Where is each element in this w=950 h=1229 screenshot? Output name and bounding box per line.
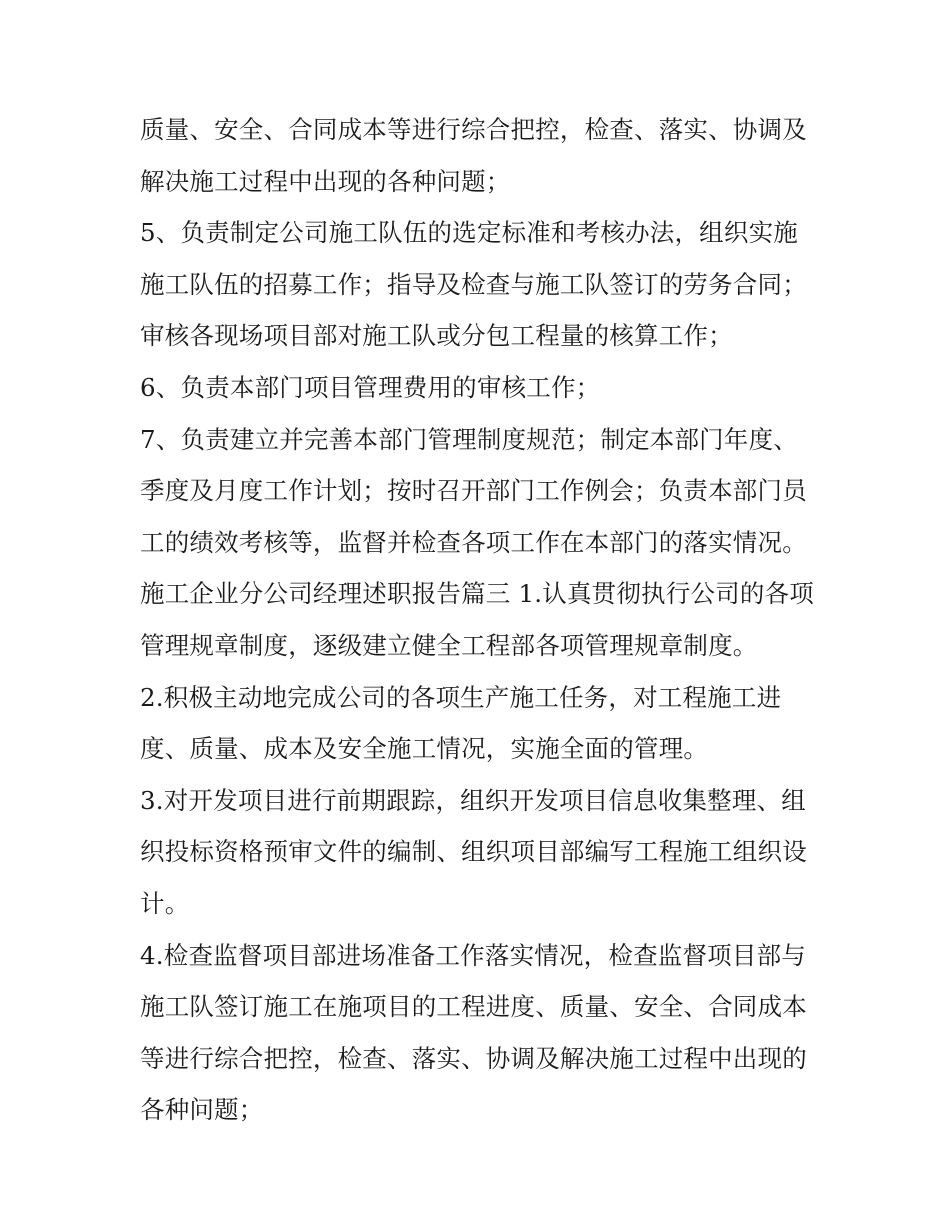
text-line: 管理规章制度，逐级建立健全工程部各项管理规章制度。 — [140, 630, 758, 660]
text-line: 7、负责建立并完善本部门管理制度规范；制定本部门年度、 — [140, 424, 798, 454]
text-line: 度、质量、成本及安全施工情况，实施全面的管理。 — [140, 734, 709, 764]
text-line: 季度及月度工作计划；按时召开部门工作例会；负责本部门员 — [140, 476, 807, 506]
text-line: 3.对开发项目进行前期跟踪，组织开发项目信息收集整理、组 — [140, 785, 806, 815]
document-body — [140, 104, 820, 1136]
text-line: 施工队伍的招募工作；指导及检查与施工队签订的劳务合同； — [140, 269, 807, 299]
text-line: 施工队签订施工在施项目的工程进度、质量、安全、合同成本 — [140, 992, 807, 1022]
text-line: 织投标资格预审文件的编制、组织项目部编写工程施工组织设 — [140, 837, 807, 867]
text-line: 4.检查监督项目部进场准备工作落实情况，检查监督项目部与 — [140, 940, 806, 970]
text-line: 2.积极主动地完成公司的各项生产施工任务，对工程施工进 — [140, 682, 782, 712]
text-line: 各种问题； — [140, 1095, 264, 1125]
text-line: 6、负责本部门项目管理费用的审核工作； — [140, 372, 601, 402]
text-line: 5、负责制定公司施工队伍的选定标准和考核办法，组织实施 — [140, 218, 798, 248]
text-line: 解决施工过程中出现的各种问题； — [140, 166, 511, 196]
text-line: 施工企业分公司经理述职报告篇三 1.认真贯彻执行公司的各项 — [140, 579, 814, 609]
text-line: 工的绩效考核等，监督并检查各项工作在本部门的落实情况。 — [140, 527, 807, 557]
text-line: 等进行综合把控，检查、落实、协调及解决施工过程中出现的 — [140, 1043, 807, 1073]
text-line: 计。 — [140, 888, 190, 918]
text-line: 质量、安全、合同成本等进行综合把控，检查、落实、协调及 — [140, 115, 807, 144]
text-line: 审核各现场项目部对施工队或分包工程量的核算工作； — [140, 321, 733, 351]
